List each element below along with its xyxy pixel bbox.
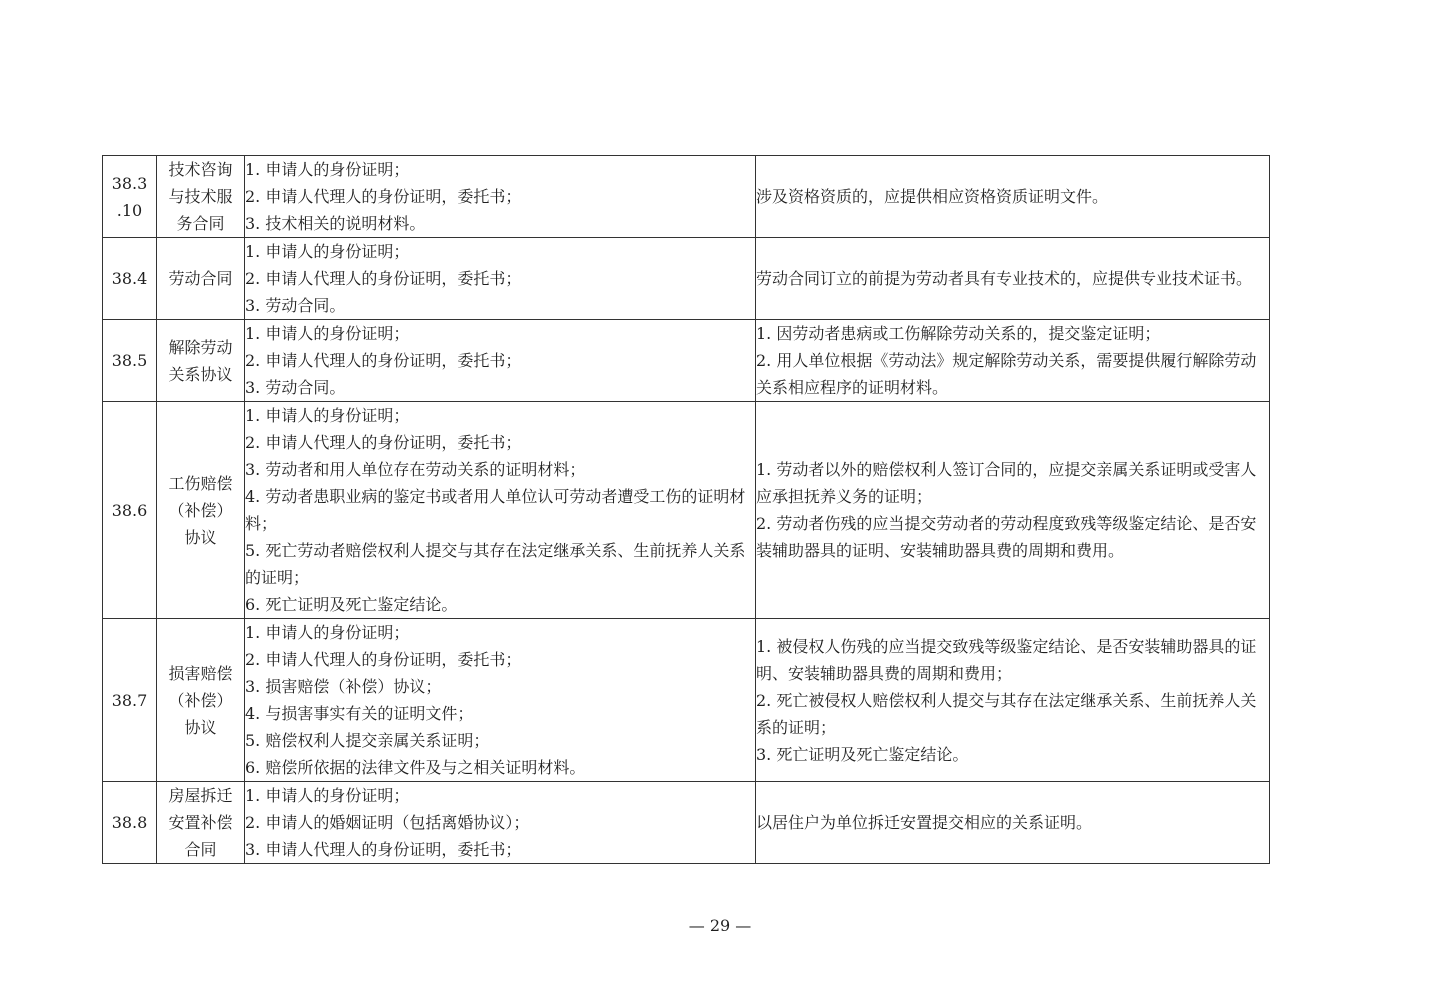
material-item: 1. 申请人的身份证明； (245, 623, 410, 642)
material-item: 3. 劳动者和用人单位存在劳动关系的证明材料； (245, 460, 586, 479)
table-row (103, 156, 1270, 238)
table-row (103, 238, 1270, 320)
note-item: 1. 劳动者以外的赔偿权利人签订合同的，应提交亲属关系证明或受害人应承担抚养义务的证明； (756, 460, 1257, 506)
material-item: 3. 损害赔偿（补偿）协议； (245, 677, 442, 696)
material-item: 4. 劳动者患职业病的鉴定书或者用人单位认可劳动者遭受工伤的证明材料； (245, 487, 746, 533)
table-row (103, 320, 1270, 402)
notes-cell (756, 238, 1270, 320)
note-item: 以居住户为单位拆迁安置提交相应的关系证明。 (756, 813, 1093, 832)
material-item: 2. 申请人代理人的身份证明，委托书； (245, 650, 522, 669)
item-name: 技术咨询 与技术服 务合同 (157, 156, 245, 238)
materials-cell (245, 238, 756, 320)
material-item: 2. 申请人的婚姻证明（包括离婚协议）； (245, 813, 530, 832)
item-name: 工伤赔偿 （补偿） 协议 (157, 402, 245, 619)
note-item: 涉及资格资质的，应提供相应资格资质证明文件。 (756, 187, 1109, 206)
materials-cell (245, 320, 756, 402)
notes-cell (756, 619, 1270, 782)
material-item: 1. 申请人的身份证明； (245, 324, 410, 343)
note-item: 3. 死亡证明及死亡鉴定结论。 (756, 744, 969, 764)
material-item: 1. 申请人的身份证明； (245, 160, 410, 179)
note-item: 2. 劳动者伤残的应当提交劳动者的劳动程度致残等级鉴定结论、是否安装辅助器具的证明、安装辅助器具费的周期和费用。 (756, 514, 1257, 560)
notes-cell (756, 782, 1270, 864)
material-item: 5. 赔偿权利人提交亲属关系证明； (245, 731, 490, 750)
note-item: 劳动合同订立的前提为劳动者具有专业技术的，应提供专业技术证书。 (756, 269, 1253, 288)
note-item: 1. 被侵权人伤残的应当提交致残等级鉴定结论、是否安装辅助器具的证明、安装辅助器具费的周期和费用； (756, 636, 1257, 683)
material-item: 2. 申请人代理人的身份证明，委托书； (245, 269, 522, 288)
material-item: 6. 死亡证明及死亡鉴定结论。 (245, 595, 458, 614)
item-number: 38.8 (103, 782, 157, 864)
item-name: 损害赔偿 （补偿） 协议 (157, 619, 245, 782)
materials-cell (245, 619, 756, 782)
notes-cell (756, 320, 1270, 402)
notes-cell (756, 156, 1270, 238)
item-number: 38.3 .10 (103, 156, 157, 238)
materials-cell (245, 156, 756, 238)
requirements-table (102, 155, 1270, 864)
item-name: 解除劳动 关系协议 (157, 320, 245, 402)
item-number: 38.7 (103, 619, 157, 782)
material-item: 4. 与损害事实有关的证明文件； (245, 704, 474, 723)
material-item: 1. 申请人的身份证明； (245, 786, 410, 805)
material-item: 6. 赔偿所依据的法律文件及与之相关证明材料。 (245, 758, 586, 777)
table-row (103, 402, 1270, 619)
materials-cell (245, 402, 756, 619)
material-item: 3. 劳动合同。 (245, 296, 346, 315)
material-item: 3. 申请人代理人的身份证明，委托书； (245, 840, 522, 859)
material-item: 1. 申请人的身份证明； (245, 406, 410, 425)
page-number: — 29 — (688, 916, 752, 935)
table-row (103, 782, 1270, 864)
note-item: 1. 因劳动者患病或工伤解除劳动关系的，提交鉴定证明； (756, 324, 1161, 343)
material-item: 3. 技术相关的说明材料。 (245, 214, 426, 233)
material-item: 2. 申请人代理人的身份证明，委托书； (245, 433, 522, 452)
item-number: 38.4 (103, 238, 157, 320)
note-item: 2. 用人单位根据《劳动法》规定解除劳动关系，需要提供履行解除劳动关系相应程序的证明材料。 (756, 351, 1257, 397)
item-number: 38.5 (103, 320, 157, 402)
item-name: 劳动合同 (157, 238, 245, 320)
notes-cell (756, 402, 1270, 619)
material-item: 5. 死亡劳动者赔偿权利人提交与其存在法定继承关系、生前抚养人关系的证明； (245, 541, 746, 587)
table-row (103, 619, 1270, 782)
material-item: 2. 申请人代理人的身份证明，委托书； (245, 187, 522, 206)
item-name: 房屋拆迁 安置补偿 合同 (157, 782, 245, 864)
materials-cell (245, 782, 756, 864)
material-item: 3. 劳动合同。 (245, 378, 346, 397)
material-item: 1. 申请人的身份证明； (245, 242, 410, 261)
note-item: 2. 死亡被侵权人赔偿权利人提交与其存在法定继承关系、生前抚养人关系的证明； (756, 690, 1257, 737)
item-number: 38.6 (103, 402, 157, 619)
material-item: 2. 申请人代理人的身份证明，委托书； (245, 351, 522, 370)
